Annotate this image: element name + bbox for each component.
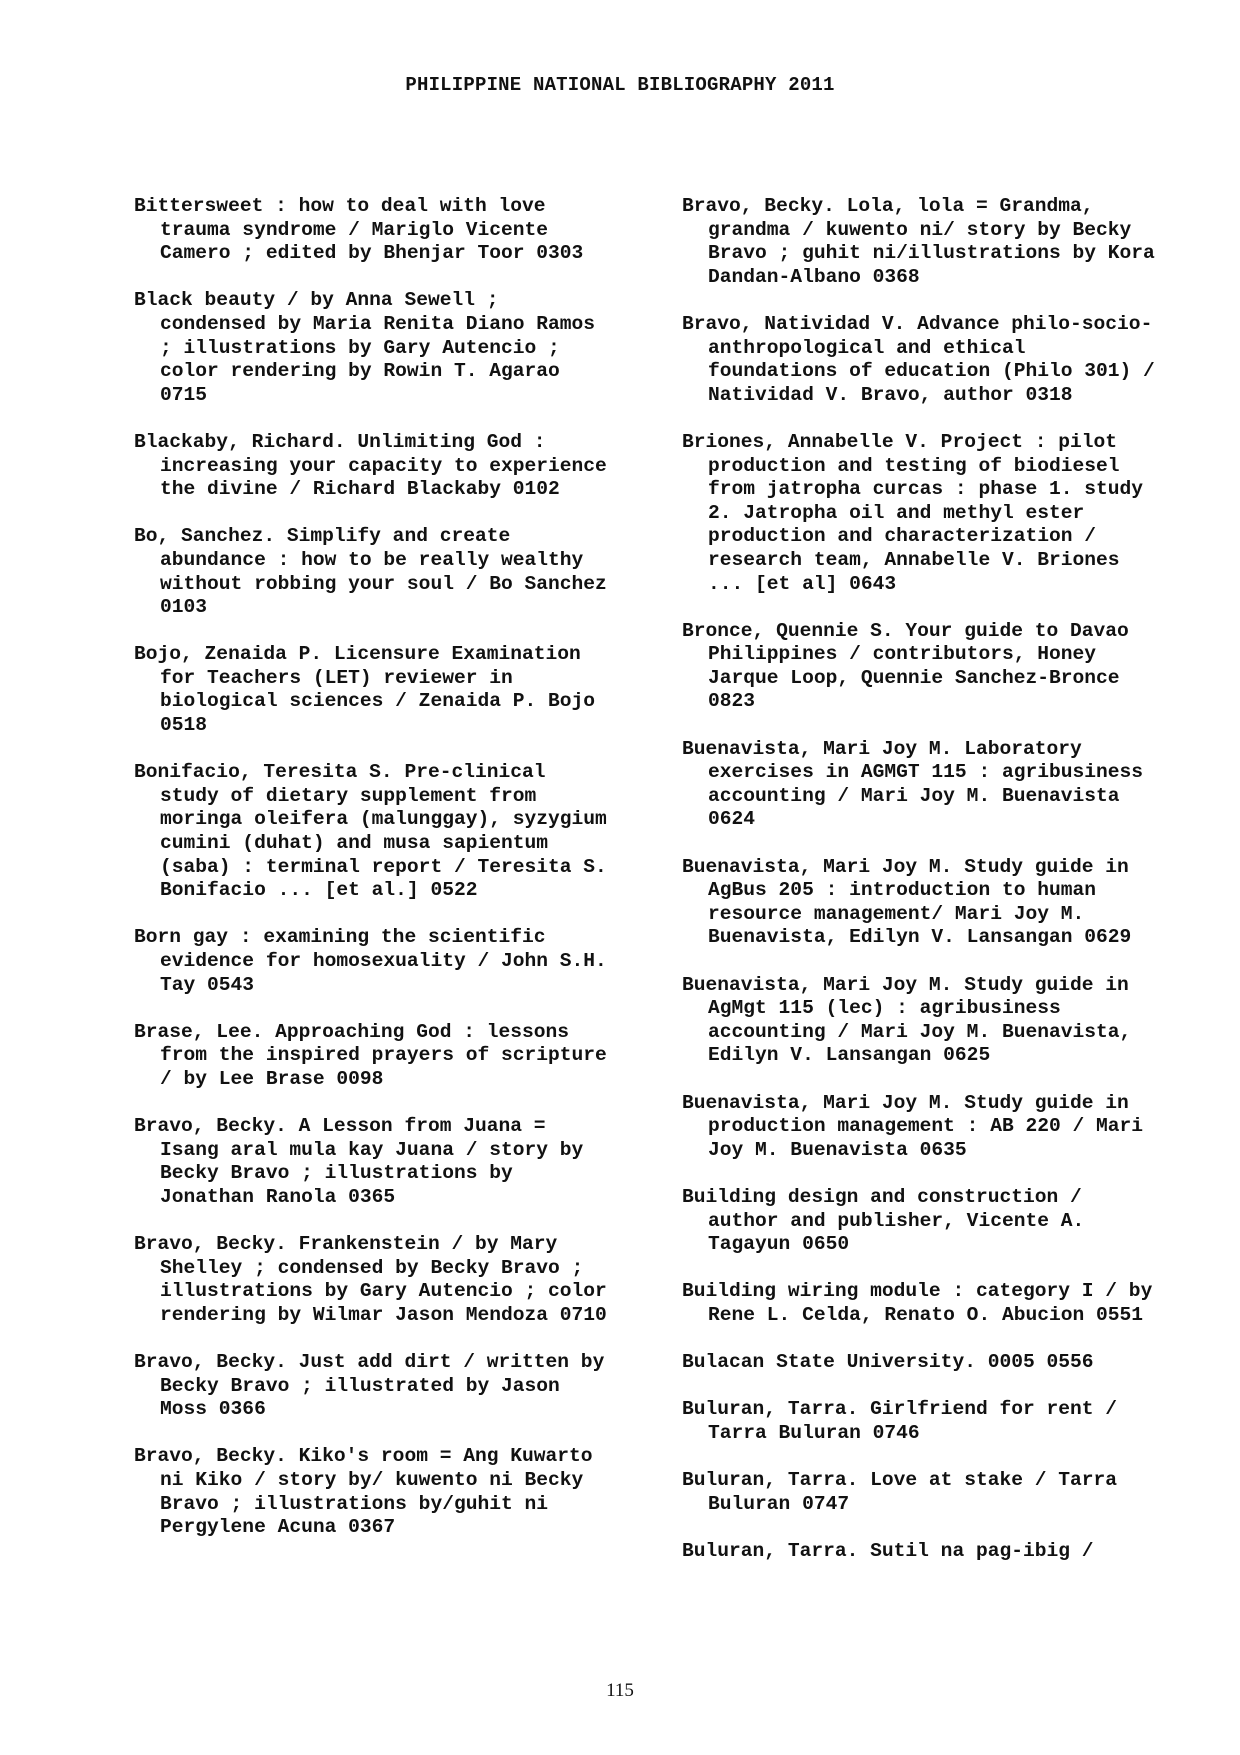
bibliography-entry: Buluran, Tarra. Girlfriend for rent / Tarra Buluran 0746 (682, 1398, 1118, 1444)
bibliography-entry: Buluran, Tarra. Sutil na pag-ibig / (682, 1539, 1094, 1562)
bibliography-entry: Bulacan State University. 0005 0556 (682, 1351, 1094, 1374)
bibliography-entry: Bravo, Natividad V. Advance philo-socio- anthropological and ethical foundations of education (Philo 301) / Natividad V. Bravo, author 0318 (682, 312, 1155, 406)
bibliography-entry: Bronce, Quennie S. Your guide to Davao Philippines / contributors, Honey Jarque Loop, Quennie Sanchez-Bronce 0823 (682, 619, 1129, 713)
bibliography-entry: Building design and construction / author and publisher, Vicente A. Tagayun 0650 (682, 1185, 1085, 1256)
bibliography-entry: Briones, Annabelle V. Project : pilot production and testing of biodiesel from jatropha curcas : phase 1. study 2. Jatropha oil and methyl ester production and characterization / research team, Annabelle V. Briones ... [et al] 0643 (682, 430, 1144, 595)
bibliography-entry: Bittersweet : how to deal with love trauma syndrome / Mariglo Vicente Camero ; edited by Bhenjar Toor 0303 (134, 195, 584, 265)
bibliography-entry: Blackaby, Richard. Unlimiting God : increasing your capacity to experience the divine / Richard Blackaby 0102 (134, 430, 607, 501)
bibliography-entry: Building wiring module : category I / by Rene L. Celda, Renato O. Abucion 0551 (682, 1280, 1153, 1326)
bibliography-entry: Bravo, Becky. Lola, lola = Grandma, grandma / kuwento ni/ story by Becky Bravo ; guhit ni/illustrations by Kora Dandan-Albano 0368 (682, 195, 1155, 288)
bibliography-entry: Bo, Sanchez. Simplify and create abundance : how to be really wealthy without robbing your soul / Bo Sanchez 0103 (134, 525, 607, 619)
bibliography-entry: Bravo, Becky. A Lesson from Juana = Isang aral mula kay Juana / story by Becky Bravo ; illustrations by Jonathan Ranola 0365 (134, 1115, 584, 1208)
bibliography-entry: Buenavista, Mari Joy M. Study guide in AgBus 205 : introduction to human resource management/ Mari Joy M. Buenavista, Edilyn V. Lansangan 0629 (682, 855, 1132, 949)
bibliography-entry: Buenavista, Mari Joy M. Study guide in production management : AB 220 / Mari Joy M. Buenavista 0635 (682, 1091, 1144, 1161)
bibliography-entry: Born gay : examining the scientific evidence for homosexuality / John S.H. Tay 0543 (134, 926, 607, 996)
right-column (682, 195, 1202, 1587)
bibliography-entry: Bonifacio, Teresita S. Pre-clinical study of dietary supplement from moringa oleifera (malunggay), syzygium cumini (duhat) and musa sapientum (saba) : terminal report / Teresita S. Bonifacio ... [et al.] 0522 (134, 761, 607, 902)
bibliography-entry: Bravo, Becky. Kiko's room = Ang Kuwarto ni Kiko / story by/ kuwento ni Becky Bravo ; illustrations by/guhit ni Pergylene Acuna 0367 (134, 1445, 593, 1539)
bibliography-entry: Bravo, Becky. Frankenstein / by Mary Shelley ; condensed by Becky Bravo ; illustrations by Gary Autencio ; color rendering by Wilmar Jason Mendoza 0710 (134, 1233, 607, 1326)
page-number: 115 (606, 1680, 634, 1701)
bibliography-entry: Buenavista, Mari Joy M. Laboratory exercises in AGMGT 115 : agribusiness accounting / Mari Joy M. Buenavista 0624 (682, 737, 1144, 831)
running-head-title: PHILIPPINE NATIONAL BIBLIOGRAPHY 2011 (405, 74, 835, 96)
bibliography-entry: Bojo, Zenaida P. Licensure Examination for Teachers (LET) reviewer in biological sciences / Zenaida P. Bojo 0518 (134, 643, 596, 737)
bibliography-entry: Black beauty / by Anna Sewell ; condensed by Maria Renita Diano Ramos ; illustrations by Gary Autencio ; color rendering by Rowin T. Agarao 0715 (134, 289, 596, 406)
bibliography-entry: Buenavista, Mari Joy M. Study guide in AgMgt 115 (lec) : agribusiness accounting / Mari Joy M. Buenavista, Edilyn V. Lansangan 0625 (682, 973, 1132, 1067)
bibliography-entry: Brase, Lee. Approaching God : lessons from the inspired prayers of scripture / by Lee Brase 0098 (134, 1020, 607, 1090)
left-column (134, 195, 654, 1563)
bibliography-entry: Buluran, Tarra. Love at stake / Tarra Buluran 0747 (682, 1469, 1118, 1515)
bibliography-entry: Bravo, Becky. Just add dirt / written by Becky Bravo ; illustrated by Jason Moss 0366 (134, 1351, 605, 1421)
